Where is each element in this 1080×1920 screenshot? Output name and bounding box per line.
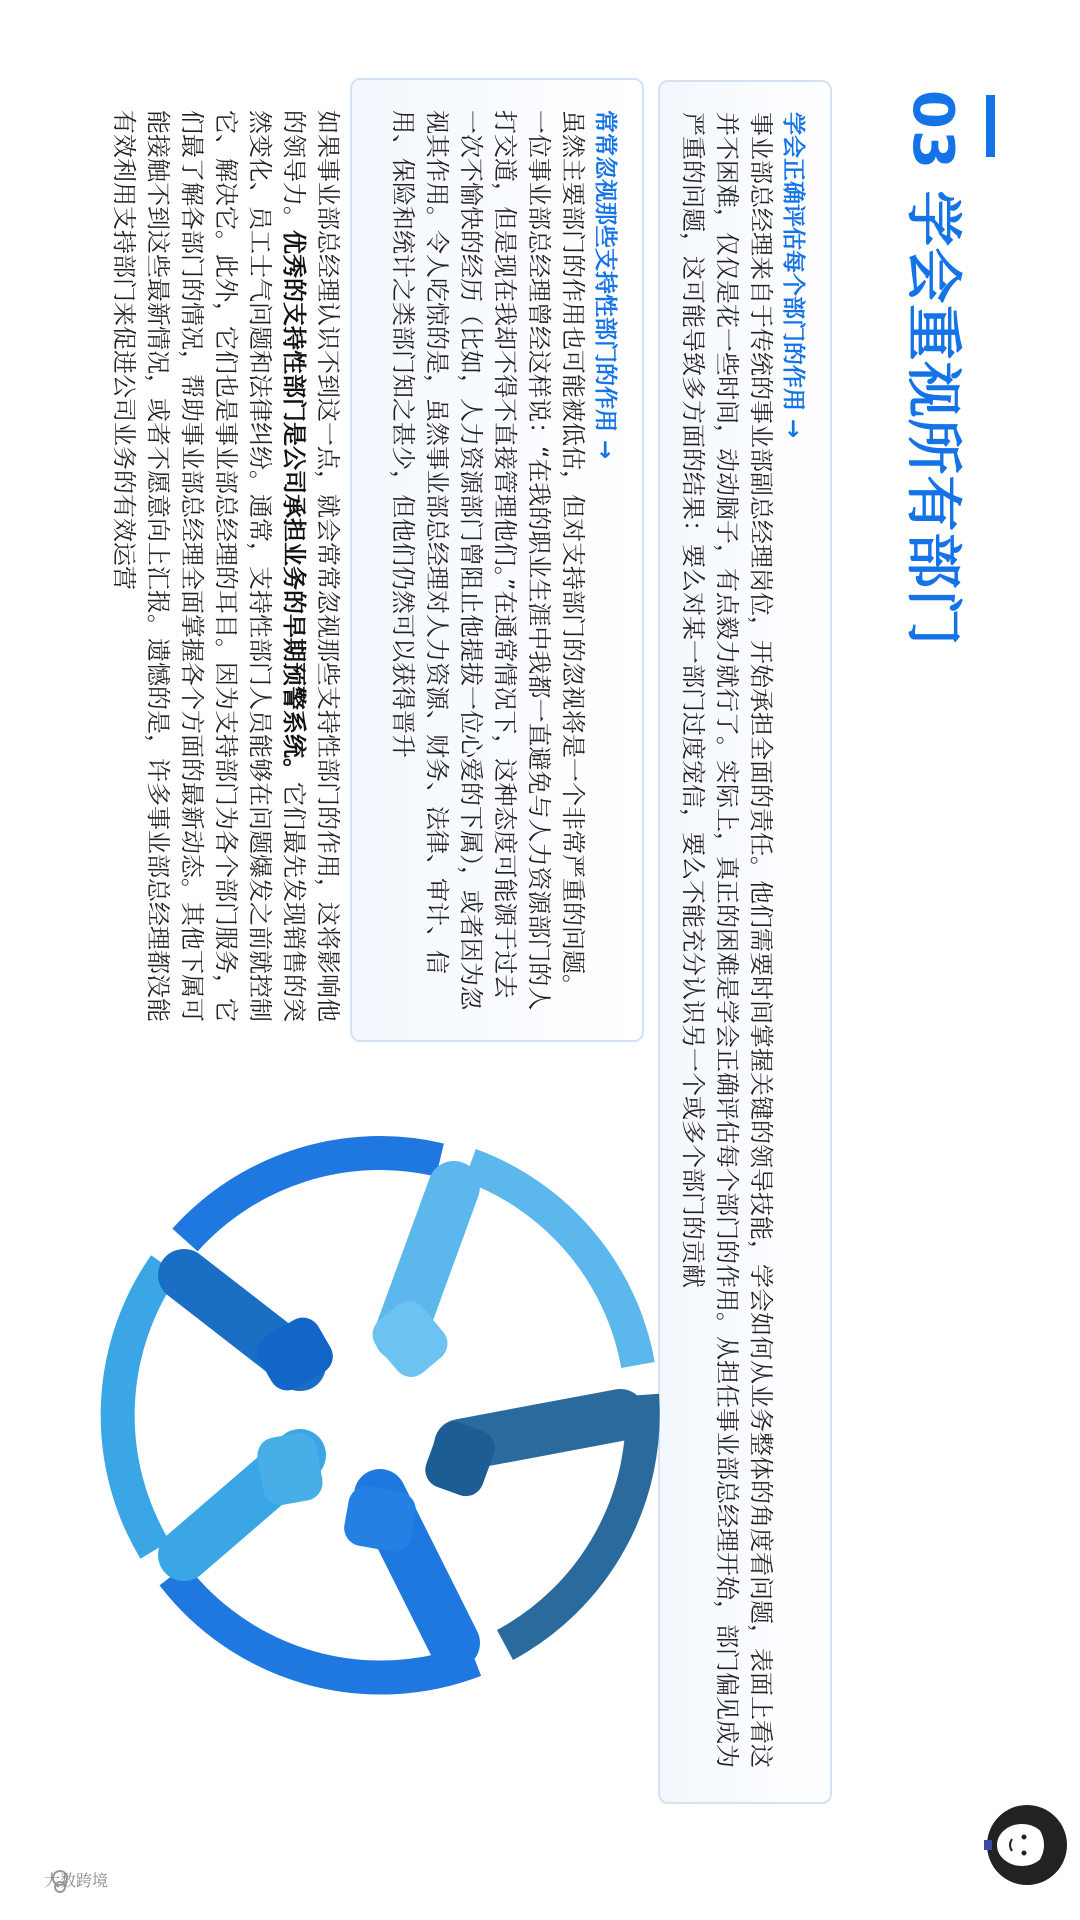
hands-circle-illustration	[80, 1115, 680, 1715]
intro-panel-text: 事业部总经理来自于传统的事业部副总经理岗位，开始承担全面的责任。他们需要时间掌握关键的领导技能，学会如何从业务整体的角度看问题，表面上看这并不困难，仅仅是花一些时间，动动脑子，有点毅力就行了。实际上，真正的困难是学会正确评估每个部门的作用。从担任事业部总经理开始，部门偏见成为严重的问题，这可能导致多方面的结果：要么对某一部门过度宠信，要么不能充分认识另一个或多个部门的贡献	[679, 112, 775, 1768]
avatar-icon	[982, 1800, 1072, 1890]
support-dept-heading: 常常忽视那些支持性部门的作用 →	[592, 110, 618, 460]
paragraph-text-1: 如果事业部总经理认识不到这一点，就会常常忽视那些支持性部门的作用，这将影响他的领导力。	[280, 110, 342, 1022]
watermark	[10, 1860, 109, 1920]
paragraph-bold-text: 优秀的支持性部门是公司承担业务的早期预警系统。	[280, 230, 308, 782]
fists	[251, 1294, 500, 1555]
support-dept-text: 虽然主要部门的作用也可能被低估，但对支持部门的忽视将是一个非常严重的问题。一位事业部总经理曾经这样说：“在我的职业生涯中我都一直避免与人力资源部门的人打交道，但是现在我却不得不直接管理他们。”在通常情况下，这种态度可能源于过去一次不愉快的经历（比如，人力资源部门曾阻止他提拔一位心爱的下属），或者因为忽视其作用。令人吃惊的是，虽然事业部总经理对人力资源、财务、法律、审计、信用、保险和统计之类部门知之甚少，但他们仍然可以获得晋升	[389, 110, 587, 1011]
intro-panel	[658, 80, 832, 1804]
page-title: 03 学会重视所有部门	[900, 90, 965, 647]
arms	[184, 1187, 620, 1643]
support-dept-paragraph	[107, 110, 345, 1040]
title-accent-bar	[986, 95, 995, 157]
watermark-text: 大数跨境	[44, 1871, 109, 1890]
paragraph-text-2: 它们最先发现销售的突然变化、员工士气问题和法律纠纷。通常，支持性部门人员能够在问题爆发之前就控制它、解决它。此外，它们也是事业部总经理的耳目。因为支持部门为各个部门服务，它们最了解各部门的情况，帮助事业部总经理全面掌握各个方面的最新动态。其他下属可能接触不到这些最新情况，或者不愿意向上汇报。遗憾的是，许多事业部总经理都没能有效利用支持部门来促进公司业务的有效运营	[110, 110, 308, 1022]
support-dept-box	[350, 78, 644, 1042]
intro-panel-heading: 学会正确评估每个部门的作用 →	[780, 112, 806, 439]
